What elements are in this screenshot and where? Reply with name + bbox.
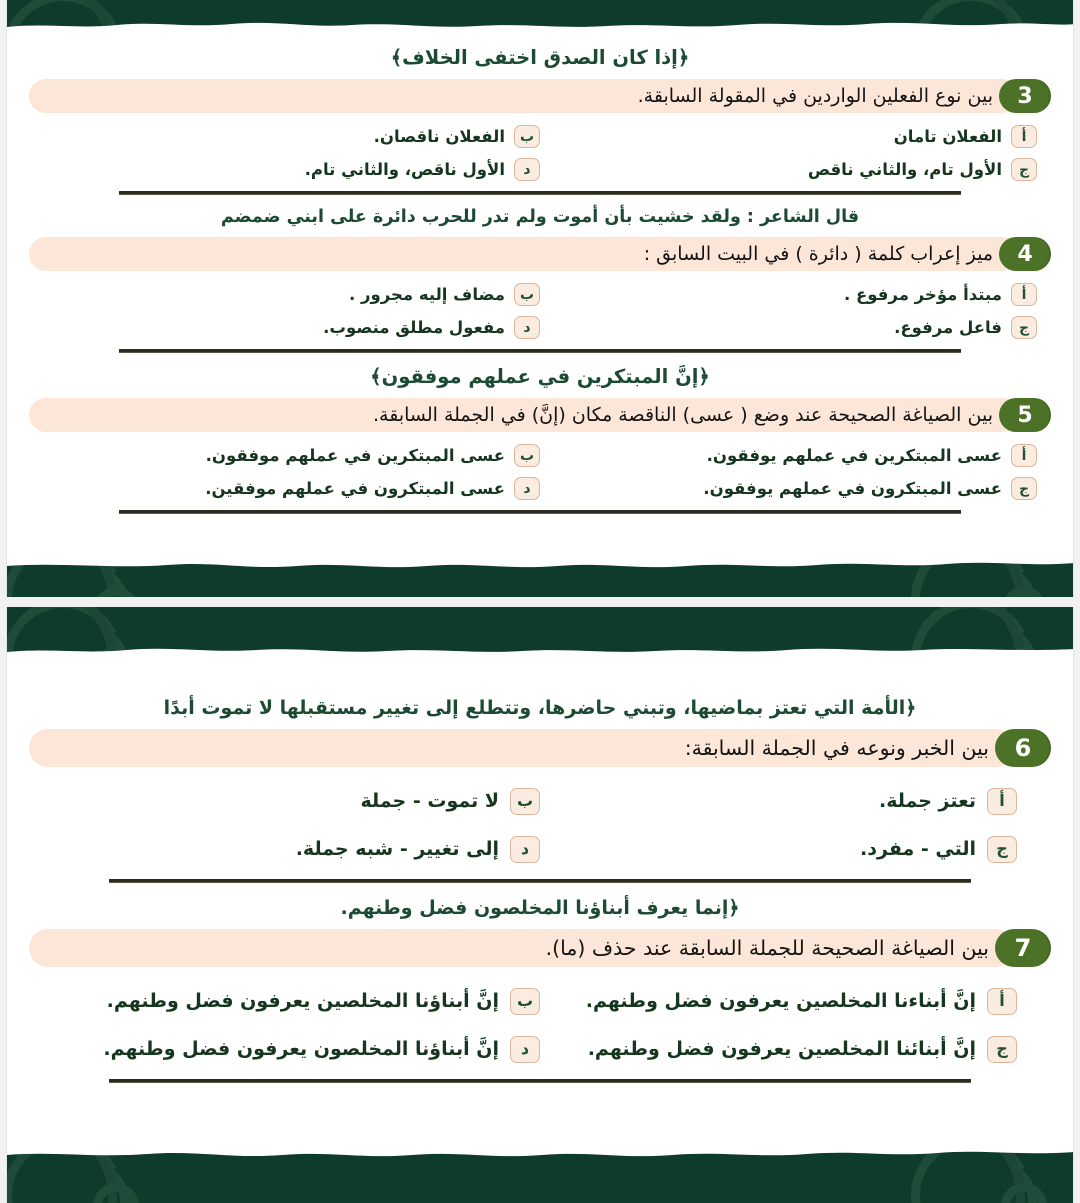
option-letter-badge: أ: [1011, 444, 1037, 467]
options-grid: [29, 440, 1051, 504]
option-letter-badge: أ: [1011, 125, 1037, 148]
question-block: [29, 365, 1051, 514]
option-text: الأول تام، والثاني ناقص: [807, 160, 1002, 179]
question-stem: بين الصياغة الصحيحة عند وضع ( عسى) الناقصة مكان (إنَّ) في الجملة السابقة.: [29, 398, 1019, 432]
torn-edge-icon: [7, 642, 1074, 659]
option-item[interactable]: [63, 781, 540, 821]
option-item[interactable]: [43, 154, 540, 185]
option-text: الفعلان ناقصان.: [373, 127, 505, 146]
options-grid: [29, 781, 1051, 869]
option-item[interactable]: [540, 781, 1017, 821]
page-sheet-2: [6, 607, 1074, 1203]
option-text: التي - مفرد.: [860, 838, 976, 860]
decorative-green-band-top: [7, 0, 1074, 33]
option-letter-badge: أ: [1011, 283, 1037, 306]
page-1-content: [7, 46, 1073, 526]
option-item[interactable]: [43, 312, 540, 343]
torn-edge-icon: [7, 557, 1074, 574]
page-sheet-1: [6, 0, 1074, 597]
options-grid: [29, 981, 1051, 1069]
options-grid: [29, 279, 1051, 343]
page-separator-gap: [0, 597, 1080, 607]
question-quote: ﴿إنما يعرف أبناؤنا المخلصون فضل وطنهم.: [340, 897, 740, 919]
option-text: مضاف إليه مجرور .: [348, 285, 505, 304]
option-item[interactable]: [540, 473, 1037, 504]
option-item[interactable]: [63, 1029, 540, 1069]
question-stem: بين الخبر ونوعه في الجملة السابقة:: [29, 729, 1015, 767]
option-item[interactable]: [540, 440, 1037, 471]
question-block: [29, 46, 1051, 195]
option-text: الأول ناقص، والثاني تام.: [304, 160, 505, 179]
option-item[interactable]: [540, 1029, 1017, 1069]
option-letter-badge: ج: [987, 1036, 1017, 1063]
question-block: [29, 897, 1051, 1083]
option-text: تعتز جملة.: [879, 790, 976, 812]
option-text: الفعلان تامان: [893, 127, 1002, 146]
option-letter-badge: ج: [1011, 316, 1037, 339]
question-quote: ﴿إنَّ المبتكرين في عملهم موفقون﴾: [370, 365, 710, 388]
question-header-row: [29, 929, 1051, 967]
question-quote: ﴿إذا كان الصدق اختفى الخلاف﴾: [390, 46, 690, 69]
option-text: فاعل مرفوع.: [894, 318, 1002, 337]
section-divider: [119, 191, 961, 195]
question-quote: قال الشاعر : ولقد خشيت بأن أموت ولم تدر للحرب دائرة على ابني ضمضم: [220, 207, 860, 227]
option-text: مفعول مطلق منصوب.: [323, 318, 505, 337]
option-item[interactable]: [540, 121, 1037, 152]
option-text: مبتدأ مؤخر مرفوع .: [844, 285, 1002, 304]
question-number-badge: 4: [999, 237, 1051, 271]
option-text: عسى المبتكرين في عملهم موفقون.: [205, 446, 505, 465]
option-text: لا تموت - جملة: [360, 790, 499, 812]
section-divider: [119, 510, 961, 514]
options-grid: [29, 121, 1051, 185]
option-letter-badge: ج: [987, 836, 1017, 863]
torn-edge-icon: [7, 1147, 1074, 1164]
option-item[interactable]: [43, 440, 540, 471]
decorative-green-band-top: [7, 607, 1074, 659]
option-letter-badge: د: [510, 1036, 540, 1063]
option-letter-badge: د: [514, 477, 540, 500]
option-letter-badge: د: [514, 316, 540, 339]
decorative-green-band-bottom: [7, 557, 1074, 597]
question-stem: ميز إعراب كلمة ( دائرة ) في البيت السابق :: [29, 237, 1019, 271]
option-item[interactable]: [540, 981, 1017, 1021]
option-text: عسى المبتكرون في عملهم موفقين.: [205, 479, 505, 498]
option-item[interactable]: [540, 829, 1017, 869]
option-letter-badge: ج: [1011, 158, 1037, 181]
option-item[interactable]: [540, 154, 1037, 185]
option-text: إنَّ أبناؤنا المخلصون يعرفون فضل وطنهم.: [103, 1038, 499, 1060]
option-letter-badge: ب: [510, 788, 540, 815]
question-stem: بين نوع الفعلين الواردين في المقولة السابقة.: [29, 79, 1019, 113]
option-text: إلى تغيير - شبه جملة.: [295, 838, 499, 860]
option-letter-badge: ب: [514, 283, 540, 306]
question-number-badge: 6: [995, 729, 1051, 767]
option-item[interactable]: [540, 279, 1037, 310]
option-item[interactable]: [43, 279, 540, 310]
option-text: إنَّ أبنائنا المخلصين يعرفون فضل وطنهم.: [587, 1038, 976, 1060]
section-divider: [109, 879, 971, 883]
option-item[interactable]: [63, 829, 540, 869]
section-divider: [109, 1079, 971, 1083]
page-2-content: [7, 697, 1073, 1097]
section-divider: [119, 349, 961, 353]
option-item[interactable]: [43, 473, 540, 504]
option-letter-badge: أ: [987, 788, 1017, 815]
option-letter-badge: أ: [987, 988, 1017, 1015]
question-number-badge: 5: [999, 398, 1051, 432]
question-header-row: [29, 729, 1051, 767]
option-letter-badge: ج: [1011, 477, 1037, 500]
option-item[interactable]: [540, 312, 1037, 343]
torn-edge-icon: [7, 16, 1074, 33]
question-header-row: [29, 398, 1051, 432]
question-header-row: [29, 237, 1051, 271]
option-text: إنَّ أبناءنا المخلصين يعرفون فضل وطنهم.: [585, 990, 976, 1012]
option-letter-badge: د: [514, 158, 540, 181]
decorative-green-band-bottom: [7, 1147, 1074, 1203]
option-item[interactable]: [63, 981, 540, 1021]
question-block: [29, 697, 1051, 883]
option-text: عسى المبتكرين في عملهم يوفقون.: [706, 446, 1002, 465]
question-block: [29, 207, 1051, 353]
question-header-row: [29, 79, 1051, 113]
option-letter-badge: ب: [514, 125, 540, 148]
question-number-badge: 7: [995, 929, 1051, 967]
question-stem: بين الصياغة الصحيحة للجملة السابقة عند حذف (ما).: [29, 929, 1015, 967]
option-letter-badge: د: [510, 836, 540, 863]
question-number-badge: 3: [999, 79, 1051, 113]
option-letter-badge: ب: [514, 444, 540, 467]
question-quote: ﴿الأمة التي تعتز بماضيها، وتبني حاضرها، وتتطلع إلى تغيير مستقبلها لا تموت أبدًا: [163, 697, 917, 719]
option-letter-badge: ب: [510, 988, 540, 1015]
option-text: إنَّ أبناؤنا المخلصين يعرفون فضل وطنهم.: [106, 990, 499, 1012]
option-text: عسى المبتكرون في عملهم يوفقون.: [703, 479, 1002, 498]
option-item[interactable]: [43, 121, 540, 152]
